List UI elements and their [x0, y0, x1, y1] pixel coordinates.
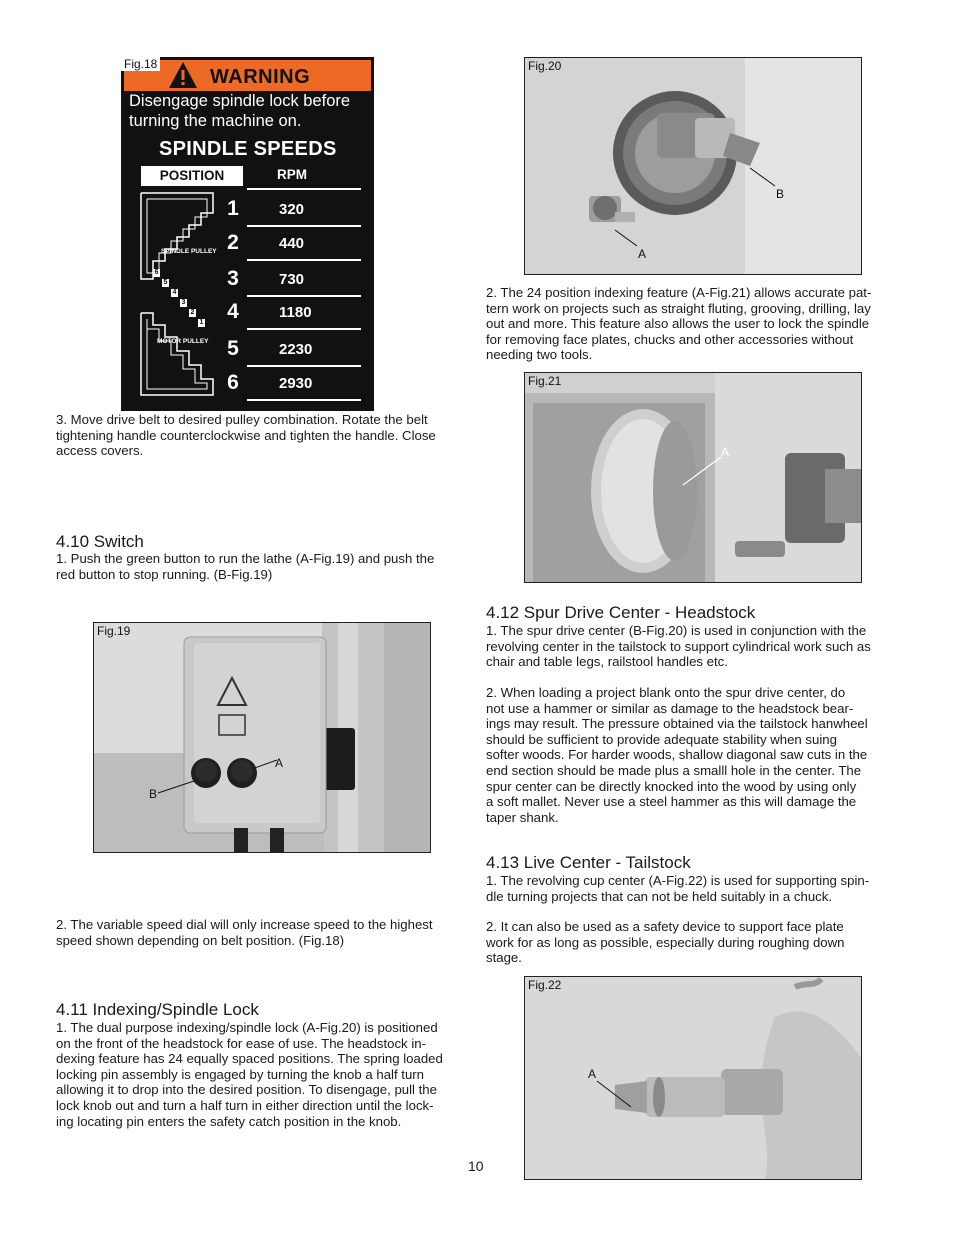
warning-triangle-icon: [168, 61, 198, 89]
speed-position-3: 3: [227, 267, 239, 290]
speed-position-2: 2: [227, 231, 239, 254]
live-center-paragraph-1: 1. The revolving cup center (A-Fig.22) is used for supporting spin- dle turning projects that can not be held suitably in a chuck.: [486, 873, 870, 904]
spur-heading: 4.12 Spur Drive Center - Headstock: [486, 603, 756, 622]
step3-text: 3. Move drive belt to desired pulley combination. Rotate the belt tightening handle counterclockwise and tighten the handle. Close access covers.: [56, 412, 436, 459]
belt-step-3: 3: [181, 299, 186, 306]
spindle-speeds-sign: [121, 57, 374, 411]
speed-rpm-2: 440: [279, 235, 305, 252]
warning-message: Disengage spindle lock before turning the machine on.: [129, 92, 351, 130]
indexing-heading: 4.11 Indexing/Spindle Lock: [56, 1000, 259, 1019]
indexing-paragraph-1: 1. The dual purpose indexing/spindle lock (A-Fig.20) is positioned on the front of the headstock for ease of use. The headstock in- dexing feature has 24 equally spaced positions. The spring loaded locking pin assembly is engaged by turning the knob a half turn allowing it to drop into the desired position. To disengage, pull the lock knob out and turn a half turn in either direction until the lock- ing locating pin enters the safety catch position in the knob.: [56, 1020, 443, 1129]
speed-rpm-1: 320: [279, 201, 305, 218]
rpm-header: RPM: [277, 167, 307, 182]
speed-row-divider: [247, 225, 361, 227]
belt-step-1: 1: [199, 319, 204, 326]
indexing-paragraph-2: 2. The 24 position indexing feature (A-Fig.21) allows accurate pat- tern work on projects such as straight fluting, grooving, drilling, lay out and more. This feature also allows the user to lock the spindle for removing face plates, chucks and other accessories without needing two tools.: [486, 285, 872, 363]
warning-banner: [124, 60, 371, 91]
spindle-pulley-label: SPINDLE PULLEY: [161, 248, 217, 255]
spur-paragraph-2: 2. When loading a project blank onto the spur drive center, do not use a hammer or similar as damage to the headstock bear- ings may result. The pressure obtained via the tailstock hanwheel should be sufficient to provide adequate stability when suing softer woods. For harder woods, shallow diagonal saw cuts in the end section should be made plus a smalll hole in the center. The spur center can be directly knocked into the wood by using only a soft mallet. Never use a steel hammer as this will damage the taper shank.: [486, 685, 868, 825]
fig19-callout-b: B: [149, 787, 158, 801]
switch-box-illustration: [94, 623, 430, 852]
fig21-callout-a: A: [721, 445, 730, 459]
speed-rpm-5: 2230: [279, 341, 313, 358]
motor-pulley-label: MOTOR PULLEY: [157, 338, 209, 345]
belt-step-6: 6: [154, 269, 159, 276]
warning-word: WARNING: [210, 66, 311, 88]
speed-row-divider: [247, 365, 361, 367]
spindle-speeds-title: SPINDLE SPEEDS: [159, 138, 337, 160]
speed-position-6: 6: [227, 371, 239, 394]
speed-row-divider: [247, 399, 361, 401]
speed-position-1: 1: [227, 197, 239, 220]
switch-heading: 4.10 Switch: [56, 532, 144, 551]
fig21-label: Fig.21: [528, 374, 562, 388]
speed-row-divider: [247, 328, 361, 330]
fig18-label: Fig.18: [121, 57, 160, 71]
pulley-diagram: [139, 189, 221, 405]
fig19-callout-a: A: [275, 756, 284, 770]
belt-step-4: 4: [172, 289, 177, 296]
switch-paragraph-2: 2. The variable speed dial will only increase speed to the highest speed shown depending on belt position. (Fig.18): [56, 917, 433, 948]
fig22-photo: [524, 976, 862, 1180]
page-number: 10: [468, 1158, 484, 1174]
speed-row-divider: [247, 259, 361, 261]
fig19-photo: [93, 622, 431, 853]
fig20-callout-b: B: [776, 187, 785, 201]
position-header: POSITION: [141, 166, 243, 186]
speed-rpm-3: 730: [279, 271, 305, 288]
spur-paragraph-1: 1. The spur drive center (B-Fig.20) is used in conjunction with the revolving center in the tailstock to support cylindrical work such as chair and table legs, railstool handles etc.: [486, 623, 871, 670]
headstock-illustration: [525, 58, 861, 274]
fig20-callout-a: A: [638, 247, 647, 261]
fig21-photo: [524, 372, 862, 583]
fig22-callout-a: A: [588, 1067, 597, 1081]
live-center-paragraph-2: 2. It can also be used as a safety device to support face plate work for as long as possible, especially during roughing down stage.: [486, 919, 845, 966]
speed-rpm-4: 1180: [279, 304, 312, 321]
speed-row-divider: [247, 295, 361, 297]
live-center-illustration: [525, 977, 861, 1179]
speed-header-divider: [247, 188, 361, 190]
live-center-heading: 4.13 Live Center - Tailstock: [486, 853, 691, 872]
fig22-label: Fig.22: [528, 978, 562, 992]
speed-position-4: 4: [227, 300, 239, 323]
belt-step-5: 5: [163, 279, 168, 286]
indexing-pulley-illustration: [525, 373, 861, 582]
fig19-label: Fig.19: [97, 624, 131, 638]
fig20-photo: [524, 57, 862, 275]
switch-paragraph-1: 1. Push the green button to run the lathe (A-Fig.19) and push the red button to stop running. (B-Fig.19): [56, 551, 435, 582]
fig20-label: Fig.20: [528, 59, 562, 73]
speed-position-5: 5: [227, 337, 239, 360]
belt-step-2: 2: [190, 309, 195, 316]
speed-rpm-6: 2930: [279, 375, 313, 392]
